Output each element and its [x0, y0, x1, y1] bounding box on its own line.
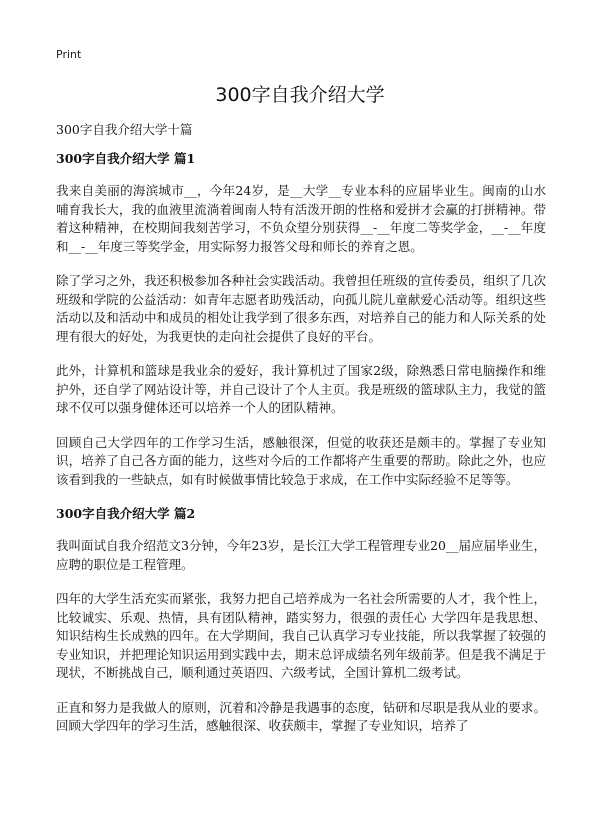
paragraph: 我叫面试自我介绍范文3分钟，今年23岁，是长江大学工程管理专业20__届应届毕业生，应聘的职位是工程管理。 [56, 538, 546, 572]
paragraph: 我来自美丽的海滨城市__，今年24岁，是__大学__专业本科的应届毕业生。闽南的山水哺育我长大，我的血液里流淌着闽南人特有活泼开朗的性格和爱拼才会赢的打拼精神。带着这种精神，在校期间我刻苦学习，不负众望分别获得__-__年度二等奖学金，__-__年度和__-__年度三等奖学金，用实际努力报答父母和师长的养育之恩。 [56, 183, 546, 254]
paragraph: 除了学习之外，我还积极参加各种社会实践活动。我曾担任班级的宣传委员，组织了几次班级和学院的公益活动：如青年志愿者助残活动，向孤儿院儿童献爱心活动等。组织这些活动以及和活动中和成员的相处让我学到了很多东西，对培养自己的能力和人际关系的处理有很大的好处，为我更快的走向社会提供了良好的平台。 [56, 273, 546, 344]
document-body [56, 150, 546, 752]
print-link[interactable]: Print [56, 48, 82, 61]
section-heading-1: 300字自我介绍大学 篇1 [56, 151, 196, 166]
paragraph: 四年的大学生活充实而紧张，我努力把自己培养成为一名社会所需要的人才，我个性上，比较诚实、乐观、热情，具有团队精神，踏实努力，很强的责任心 大学四年是我思想、知识结构生长成熟的四年。在大学期间，我自己认真学习专业技能，所以我掌握了较强的专业知识，并把理论知识运用到实践中去，期末总评成绩名列年级前茅。但是我不满足于现状，不断挑战自己，顺利通过英语四、六级考试，全国计算机二级考试。 [56, 591, 546, 680]
paragraph: 此外，计算机和篮球是我业余的爱好，我计算机过了国家2级，除熟悉日常电脑操作和维护外，还自学了网站设计等，并自己设计了个人主页。我是班级的篮球队主力，我觉的篮球不仅可以强身健体还可以培养一个人的团队精神。 [56, 363, 546, 415]
paragraph: 回顾自己大学四年的工作学习生活，感触很深，但觉的收获还是颇丰的。掌握了专业知识，培养了自己各方面的能力，这些对今后的工作都将产生重要的帮助。除此之外，也应该看到我的一些缺点，如有时候做事情比较急于求成，在工作中实际经验不足等等。 [56, 434, 546, 487]
section-heading-2: 300字自我介绍大学 篇2 [56, 506, 196, 521]
document-title: 300字自我介绍大学 [215, 84, 385, 106]
paragraph: 正直和努力是我做人的原则，沉着和冷静是我遇事的态度，钻研和尽职是我从业的要求。回顾大学四年的学习生活，感触很深、收获颇丰，掌握了专业知识，培养了 [56, 699, 546, 733]
document-subtitle: 300字自我介绍大学十篇 [56, 122, 193, 137]
